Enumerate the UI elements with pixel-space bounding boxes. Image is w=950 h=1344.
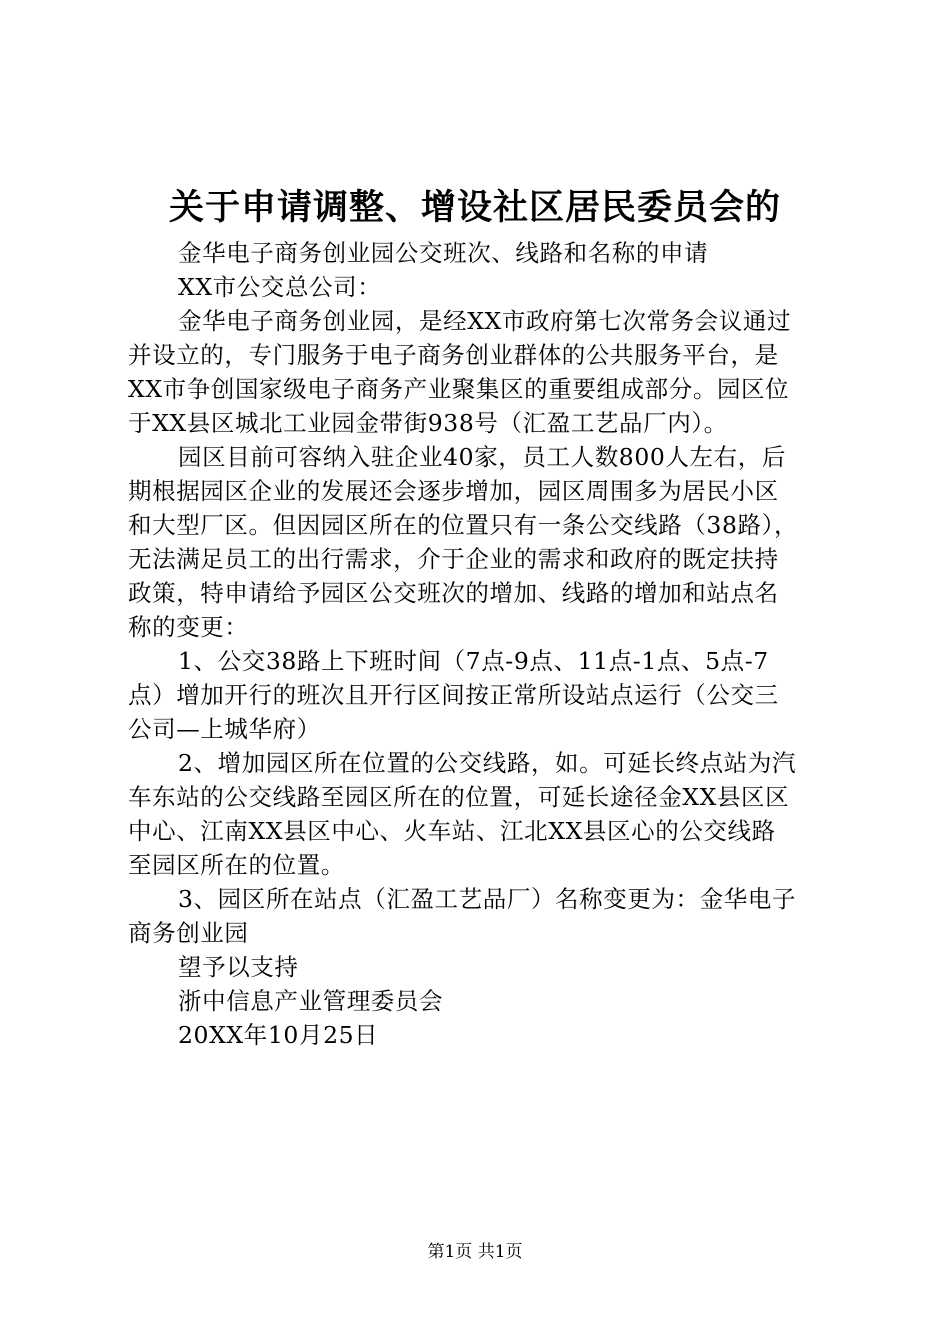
list-item-line: 中心、江南XX县区中心、火车站、江北XX县区心的公交线路: [128, 817, 776, 845]
paragraph-line: 并设立的，专门服务于电子商务创业群体的公共服务平台，是: [128, 341, 779, 369]
paragraph-line: 于XX县区城北工业园金带街938号（汇盈工艺品厂内）。: [128, 409, 728, 437]
document-body: [128, 236, 832, 1052]
signature-line: 浙中信息产业管理委员会: [178, 987, 444, 1015]
paragraph-line: XX市争创国家级电子商务产业聚集区的重要组成部分。园区位: [128, 375, 790, 403]
paragraph-line: 期根据园区企业的发展还会逐步增加，园区周围多为居民小区: [128, 477, 779, 505]
page-number-footer: 第1页 共1页: [427, 1242, 523, 1262]
paragraph-line: 无法满足员工的出行需求，介于企业的需求和政府的既定扶持: [128, 545, 779, 573]
list-item-line: 3、园区所在站点（汇盈工艺品厂）名称变更为：金华电子: [178, 885, 797, 913]
closing-line: 望予以支持: [178, 953, 299, 981]
paragraph-line: 称的变更：: [128, 613, 249, 641]
subtitle-line: 金华电子商务创业园公交班次、线路和名称的申请: [178, 239, 709, 267]
document-title: 关于申请调整、增设社区居民委员会的: [168, 188, 781, 228]
paragraph-line: 园区目前可容纳入驻企业40家，员工人数800人左右，后: [178, 443, 786, 471]
list-item-line: 至园区所在的位置。: [128, 851, 345, 879]
list-item-line: 车东站的公交线路至园区所在的位置，可延长途径金XX县区区: [128, 783, 790, 811]
list-item-line: 商务创业园: [128, 919, 249, 947]
addressee-line: XX市公交总公司：: [178, 273, 382, 301]
paragraph-line: 金华电子商务创业园，是经XX市政府第七次常务会议通过: [178, 307, 792, 335]
list-item-line: 1、公交38路上下班时间（7点-9点、11点-1点、5点-7: [178, 647, 769, 675]
list-item-line: 公司—上城华府）: [128, 715, 321, 743]
list-item-line: 2、增加园区所在位置的公交线路，如。可延长终点站为汽: [178, 749, 797, 777]
date-line: 20XX年10月25日: [178, 1021, 379, 1049]
list-item-line: 点）增加开行的班次且开行区间按正常所设站点运行（公交三: [128, 681, 779, 709]
paragraph-line: 政策，特申请给予园区公交班次的增加、线路的增加和站点名: [128, 579, 779, 607]
paragraph-line: 和大型厂区。但因园区所在的位置只有一条公交线路（38路），: [128, 511, 799, 539]
